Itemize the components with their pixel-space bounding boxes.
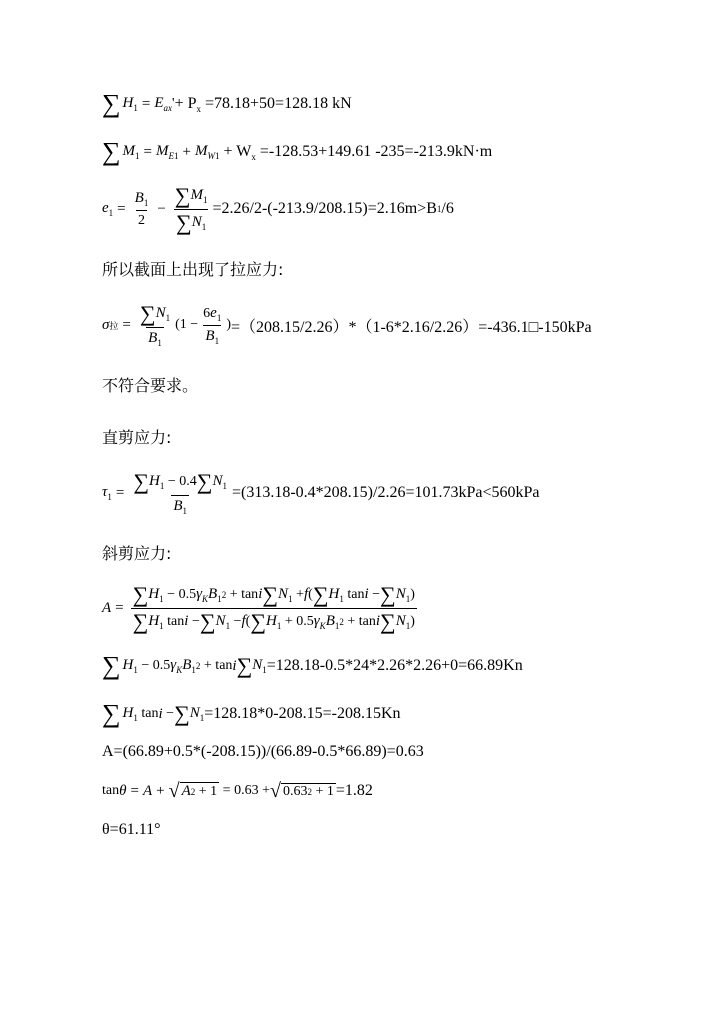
equation-e1: $e_1$ = $\frac{B_1}{2}$ − ∑ $M_1$ ∑ $N_1$ = 2.26/2-(-213.9/208.15)=2.16m>B 1 /6: [102, 182, 454, 235]
equation-tan-theta: tan θ = A + √ A 2 + 1 = 0.63 + √ 0.63 2 + 1 =1.82: [102, 779, 373, 802]
paragraph-oblique-shear: 斜剪应力:: [102, 543, 172, 563]
eq2-result: -128.53+149.61 -235=-213.9kN·m: [268, 143, 493, 160]
equation-a-formula: A = ∑ $H_1$ − 0.5 $\gamma_KB_1$ 2 + tan i ∑ $N_1$ + f ( ∑ $H_1$ tan i − ∑ $N_1$ ) ∑ $H_1$ tan i − ∑ $N_1$ − f ( ∑ $H_1$ + 0.5 $\gamma_KB_1$ 2 + tan i ∑ $N_1$ ): [102, 581, 415, 634]
equation-tau: $\tau_1$ = ∑ $H_1$ − 0.4 ∑ $N_1$ $B_1$ = (313.18-0.4*208.15)/2.26=101.73kPa<560kPa: [102, 468, 540, 516]
equation-sigma: σ 拉 = ∑ $N_1$ $B_1$ (1 − 6 $e_1$ $B_1$ ) =（208.15/2.26）*（1-6*2.16/2.26）=-436.1□-150kPa: [102, 300, 592, 348]
paragraph-direct-shear: 直剪应力:: [102, 427, 172, 447]
eq10-result: =1.82: [335, 782, 373, 799]
eq8-result: =128.18*0-208.15=-208.15Kn: [204, 705, 401, 722]
paragraph-tension: 所以截面上出现了拉应力:: [102, 259, 284, 279]
eq4-result: =（208.15/2.26）*（1-6*2.16/2.26）=-436.1□-150kPa: [231, 318, 592, 336]
equation-numerator-value: ∑ $H_1$ − 0.5 $\gamma_KB_1$ 2 + tan i ∑ $N_1$ =128.18-0.5*24*2.26*2.26+0=66.89Kn: [102, 651, 523, 680]
eq5-result: (313.18-0.4*208.15)/2.26=101.73kPa<560kPa: [241, 484, 540, 501]
paragraph-not-compliant: 不符合要求。: [102, 375, 199, 395]
equation-a-value: A=(66.89+0.5*(-208.15))/(66.89-0.5*66.89)=0.63: [102, 743, 424, 760]
equation-sum-h1: ∑ $H_1$ = $E_{ax}$ ' + $P_x$ = 78.18+50=128.18 kN: [102, 89, 352, 118]
eq1-result: 78.18+50=128.18 kN: [214, 95, 352, 112]
eq3-result: 2.26/2-(-213.9/208.15)=2.16m>B: [221, 200, 437, 217]
equation-theta-value: θ=61.11°: [102, 821, 161, 838]
equation-sum-m1: ∑ $M_1$ = $M_{E1}$ + $M_{W1}$ + $W_x$ = -128.53+149.61 -235=-213.9kN·m: [102, 137, 493, 166]
eq7-result: =128.18-0.5*24*2.26*2.26+0=66.89Kn: [266, 657, 523, 674]
equation-tan-sum: ∑ $H_1$ tan i − ∑ $N_1$ =128.18*0-208.15=-208.15Kn: [102, 699, 401, 728]
